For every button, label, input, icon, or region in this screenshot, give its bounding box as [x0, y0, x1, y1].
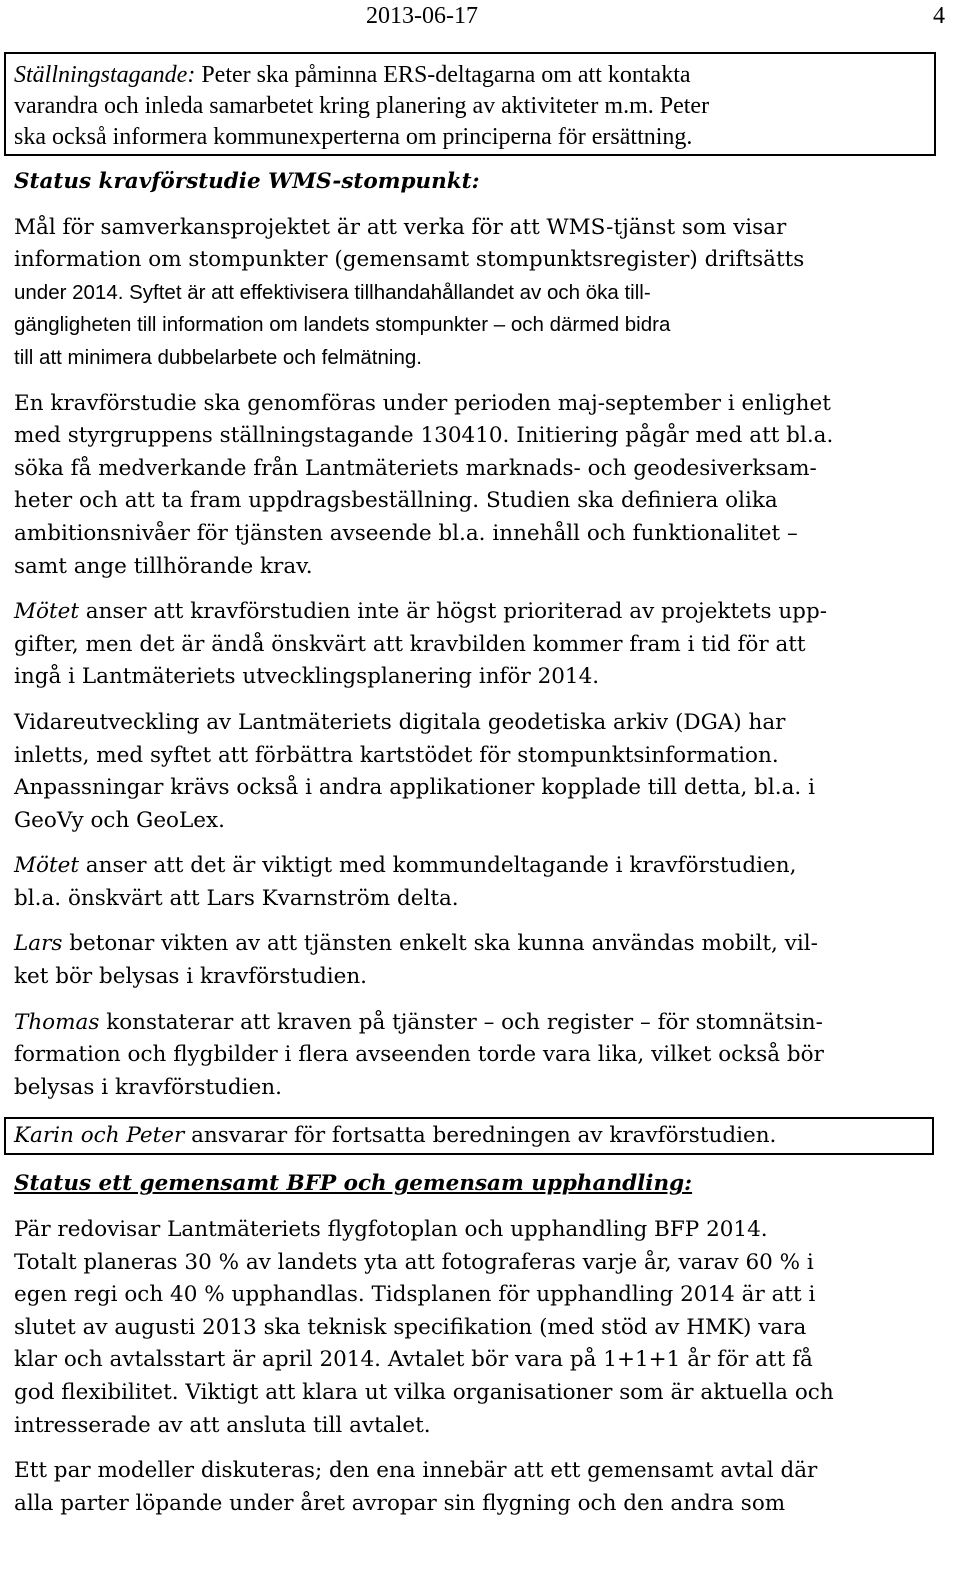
text-line: god flexibilitet. Viktigt att klara ut vilka organisationer som är aktuella och [14, 1380, 834, 1405]
text-line: Mål för samverkansprojektet är att verka för att WMS-tjänst som visar [14, 214, 787, 240]
speaker-name: Thomas [14, 1009, 100, 1035]
text-line: intresserade av att ansluta till avtalet. [14, 1412, 431, 1438]
text-line: Ett par modeller diskuteras; den ena innebär att ett gemensamt avtal där [14, 1458, 818, 1484]
text-line: slutet av augusti 2013 ska teknisk specifikation (med stöd av HMK) vara [14, 1314, 807, 1340]
paragraph [14, 707, 934, 837]
text-line: till att minimera dubbelarbete och felmätning. [14, 345, 422, 369]
page-number: 4 [933, 3, 945, 29]
paragraph [14, 596, 934, 694]
text-fragment: konstaterar att kraven på tjänster – och register – för stomnätsin- [99, 1009, 823, 1035]
document-body [14, 166, 934, 1533]
decision-line: ska också informera kommunexperterna om principerna för ersättning. [14, 124, 693, 150]
text-fragment: anser att kravförstudien inte är högst prioriterad av projektets upp- [78, 599, 827, 625]
text-line: information om stompunkter (gemensamt stompunktsregister) driftsätts [14, 247, 805, 273]
text-line: Pär redovisar Lantmäteriets flygfotoplan och upphandling BFP 2014. [14, 1217, 768, 1243]
speaker-name: Lars [14, 931, 63, 957]
text-line: gifter, men det är ändå önskvärt att kravbilden kommer fram i tid för att [14, 631, 806, 657]
text-line: heter och att ta fram uppdragsbeställning. Studien ska definiera olika [14, 488, 778, 514]
text-line: ket bör belysas i kravförstudien. [14, 964, 367, 990]
text-line: alla parter löpande under året avropar sin flygning och den andra som [14, 1490, 786, 1516]
text-line: GeoVy och GeoLex. [14, 807, 225, 833]
decision-line: varandra och inleda samarbetet kring planering av aktiviteter m.m. Peter [14, 93, 710, 119]
text-line: Totalt planeras 30 % av landets yta att fotograferas varje år, varav 60 % i [14, 1249, 814, 1275]
speaker-name: Karin och Peter [14, 1123, 185, 1149]
section-heading-wms: Status kravförstudie WMS-stompunkt: [14, 169, 480, 194]
responsibility-box [4, 1117, 934, 1155]
text-line: belysas i kravförstudien. [14, 1074, 282, 1100]
text-line: Vidareutveckling av Lantmäteriets digitala geodetiska arkiv (DGA) har [14, 709, 786, 735]
text-line: En kravförstudie ska genomföras under perioden maj-september i enlighet [14, 390, 831, 416]
section-heading-bfp: Status ett gemensamt BFP och gemensam upphandling: [14, 1171, 693, 1197]
text-line [14, 596, 934, 629]
header-date: 2013-06-17 [366, 3, 478, 29]
paragraph [14, 1007, 934, 1105]
text-line: formation och flygbilder i flera avseenden torde vara lika, vilket också bör [14, 1042, 824, 1068]
text-line [14, 850, 934, 883]
text-line: under 2014. Syftet är att effektivisera tillhandahållandet av och öka till- [14, 280, 651, 304]
text-line [14, 928, 934, 961]
paragraph [14, 1455, 934, 1520]
text-line: med styrgruppens ställningstagande 130410. Initiering pågår med att bl.a. [14, 423, 834, 449]
text-line: bl.a. önskvärt att Lars Kvarnström delta. [14, 885, 459, 911]
paragraph [14, 928, 934, 993]
decision-label: Ställningstagande: [14, 62, 196, 88]
text-line: ambitionsnivåer för tjänsten avseende bl.a. innehåll och funktionalitet – [14, 520, 798, 546]
paragraph [14, 1214, 934, 1442]
paragraph [14, 850, 934, 915]
text-fragment: betonar vikten av att tjänsten enkelt ska kunna användas mobilt, vil- [62, 931, 818, 957]
paragraph [14, 212, 934, 375]
text-line: samt ange tillhörande krav. [14, 553, 313, 579]
text-line: ingå i Lantmäteriets utvecklingsplanering inför 2014. [14, 664, 600, 690]
text-line: inletts, med syftet att förbättra kartstödet för stompunktsinformation. [14, 742, 779, 768]
decision-text: Peter ska påminna ERS-deltagarna om att kontakta [195, 62, 691, 88]
text-line: klar och avtalsstart är april 2014. Avtalet bör vara på 1+1+1 år för att få [14, 1347, 813, 1373]
text-line: Anpassningar krävs också i andra applikationer kopplade till detta, bl.a. i [14, 775, 815, 801]
text-line [14, 1007, 934, 1040]
decision-box [4, 52, 936, 156]
speaker-name: Mötet [14, 599, 79, 625]
text-fragment: ansvarar för fortsatta beredningen av kravförstudien. [184, 1123, 777, 1149]
text-line: egen regi och 40 % upphandlas. Tidsplanen för upphandling 2014 är att i [14, 1282, 816, 1308]
decision-line [14, 60, 926, 91]
text-line: gängligheten till information om landets stompunkter – och därmed bidra [14, 313, 671, 337]
paragraph [14, 388, 934, 584]
speaker-name: Mötet [14, 853, 79, 879]
text-fragment: anser att det är viktigt med kommundeltagande i kravförstudien, [78, 853, 797, 879]
text-line: söka få medverkande från Lantmäteriets marknads- och geodesiverksam- [14, 455, 817, 481]
